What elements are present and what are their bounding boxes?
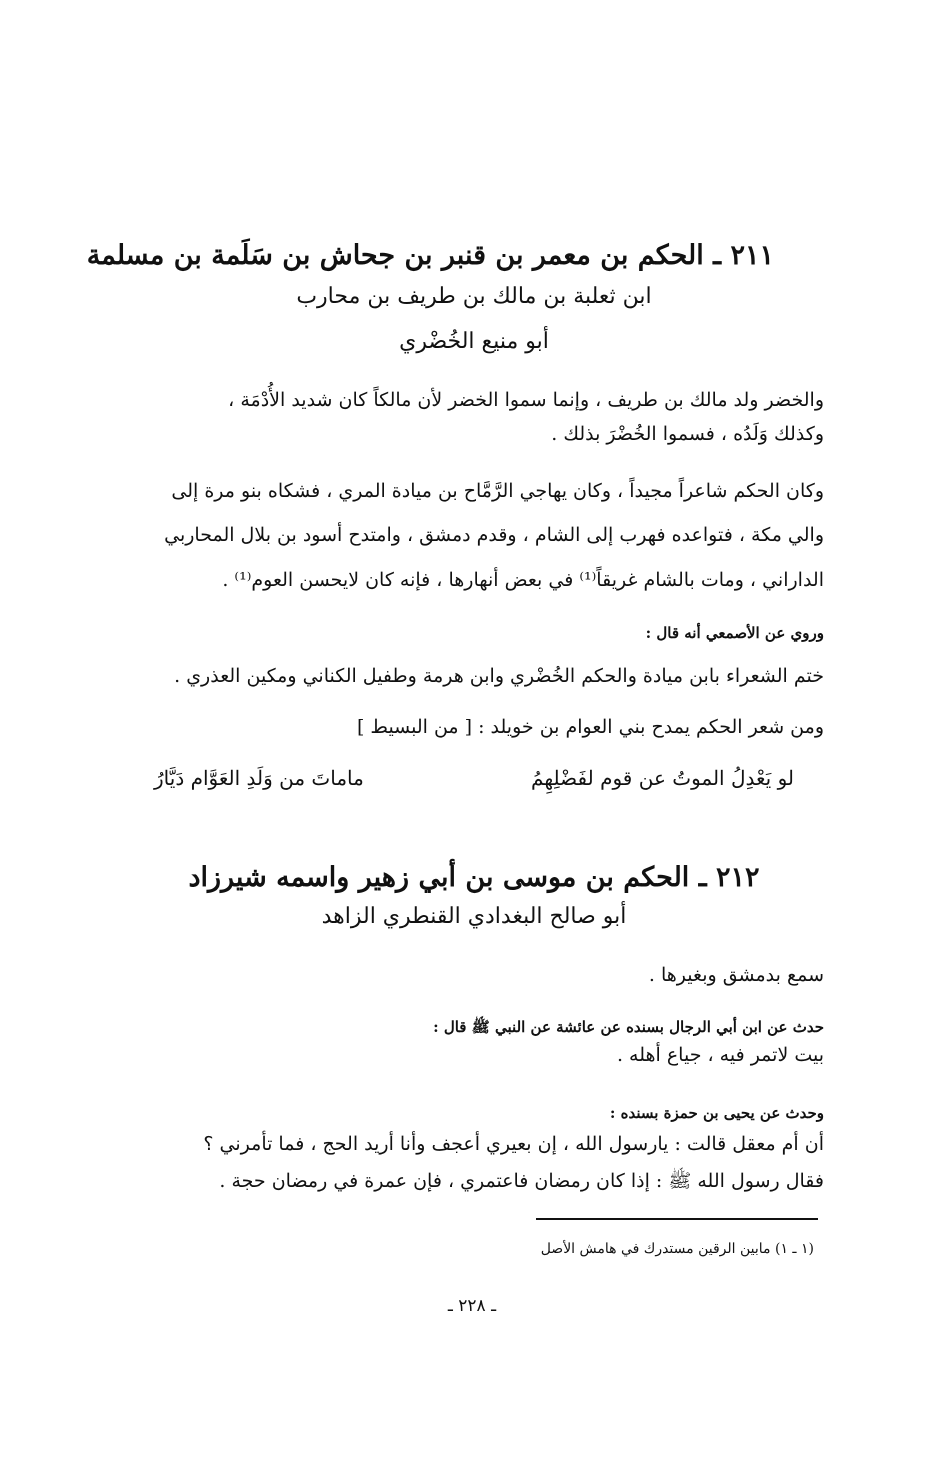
entry-211-heading: ٢١١ ـ الحكم بن معمر بن قنبر بن جحاش بن سَلَمة بن مسلمة <box>86 240 774 271</box>
page-number: ـ ٢٢٨ ـ <box>447 1296 497 1316</box>
poem-verse <box>154 766 794 790</box>
entry-212-kunya: أبو صالح البغدادي القنطري الزاهد <box>321 904 627 929</box>
verse-second-hemistich: ماماتَ من وَلَدِ العَوَّام دَيَّارُ <box>154 766 364 790</box>
entry-211-lineage: ابن ثعلبة بن مالك بن طريف بن محارب <box>296 284 652 309</box>
poem-intro: ومن شعر الحكم يمدح بني العوام بن خويلد : [ من البسيط ] <box>356 716 824 738</box>
asmai-intro: وروي عن الأصمعي أنه قال : <box>645 624 824 642</box>
footnote: (١ ـ ١) مابين الرقين مستدرك في هامش الأصل <box>540 1241 814 1257</box>
heard-line: سمع بدمشق وبغيرها . <box>648 964 824 986</box>
entry-212-heading: ٢١٢ ـ الحكم بن موسى بن أبي زهير واسمه شيرزاد <box>188 862 760 893</box>
paragraph-1-line-2: وكذلك وَلَدُه ، فسموا الخُضْرَ بذلك . <box>551 423 824 445</box>
footnote-divider <box>536 1218 818 1220</box>
entry-211-kunya: أبو منيع الخُضْري <box>399 329 549 354</box>
hadith-2-line-1: أن أم معقل قالت : يارسول الله ، إن بعيري أعجف وأنا أريد الحج ، فما تأمرني ؟ <box>203 1133 824 1155</box>
paragraph-1-line-1: والخضر ولد مالك بن طريف ، وإنما سموا الخضر لأن مالكاً كان شديد الأُدْمَة ، <box>228 389 824 411</box>
hadith-2-intro: وحدث عن يحيى بن حمزة بسنده : <box>609 1104 824 1122</box>
verse-first-hemistich: لو يَعْدِلُ الموتُ عن قوم لفَضْلِهِمُ <box>531 766 794 790</box>
paragraph-2-line-1: وكان الحكم شاعراً مجيداً ، وكان يهاجي الرَّمَّاح بن ميادة المري ، فشكاه بنو مرة إلى <box>171 480 824 502</box>
hadith-1-text: بيت لاتمر فيه ، جياع أهله . <box>616 1044 824 1066</box>
hadith-2-line-2: فقال رسول الله ﷺ : إذا كان رمضان فاعتمري ، فإن عمرة في رمضان حجة . <box>219 1170 824 1192</box>
paragraph-2-line-3: الداراني ، ومات بالشام غريقاً⁽¹⁾ في بعض أنهارها ، فإنه كان لايحسن العوم⁽¹⁾ . <box>222 569 824 591</box>
paragraph-2-line-2: والي مكة ، فتواعده فهرب إلى الشام ، وقدم دمشق ، وامتدح أسود بن بلال المحاربي <box>164 524 824 546</box>
asmai-quote: ختم الشعراء بابن ميادة والحكم الخُضْري وابن هرمة وطفيل الكناني ومكين العذري . <box>174 665 824 687</box>
hadith-1-intro: حدث عن ابن أبي الرجال بسنده عن عائشة عن النبي ﷺ قال : <box>433 1018 824 1036</box>
